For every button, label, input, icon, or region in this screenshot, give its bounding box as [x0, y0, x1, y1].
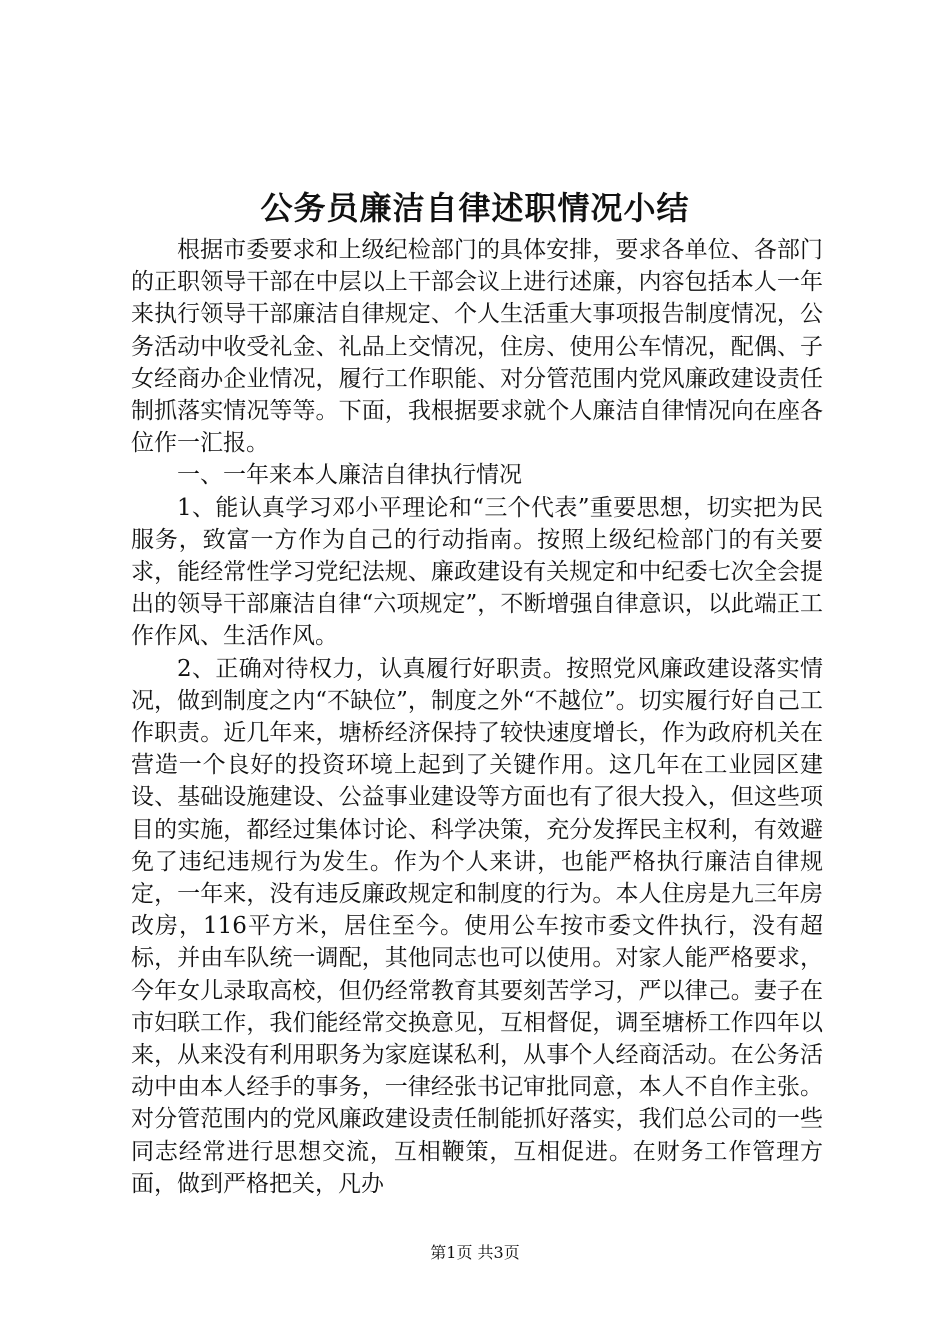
document-title: 公务员廉洁自律述职情况小结 [260, 189, 690, 227]
paragraph-item-1: 1、能认真学习邓小平理论和“三个代表”重要思想，切实把为民服务，致富一方作为自己的行动指南。按照上级纪检部门的有关要求，能经常性学习党纪法规、廉政建设有关规定和中纪委七次全会提出的领导干部廉洁自律“六项规定”，不断增强自律意识，以此端正工作作风、生活作风。 [131, 494, 823, 650]
section-heading: 一、一年来本人廉洁自律执行情况 [177, 462, 522, 489]
document-body [131, 234, 823, 1200]
page-footer: 第1页 共3页 [430, 1243, 520, 1262]
paragraph-item-2: 2、正确对待权力，认真履行好职责。按照党风廉政建设落实情况，做到制度之内“不缺位”，制度之外“不越位”。切实履行好自己工作职责。近几年来，塘桥经济保持了较快速度增长，作为政府机关在营造一个良好的投资环境上起到了关键作用。这几年在工业园区建设、基础设施建设、公益事业建设等方面也有了很大投入，但这些项目的实施，都经过集体讨论、科学决策，充分发挥民主权利，有效避免了违纪违规行为发生。作为个人来讲，也能严格执行廉洁自律规定，一年来，没有违反廉政规定和制度的行为。本人住房是九三年房改房，116平方米，居住至今。使用公车按市委文件执行，没有超标，并由车队统一调配，其他同志也可以使用。对家人能严格要求，今年女儿录取高校，但仍经常教育其要刻苦学习，严以律己。妻子在市妇联工作，我们能经常交换意见，互相督促，调至塘桥工作四年以来，从来没有利用职务为家庭谋私利，从事个人经商活动。在公务活动中由本人经手的事务，一律经张书记审批同意，本人不自作主张。对分管范围内的党风廉政建设责任制能抓好落实，我们总公司的一些同志经常进行思想交流，互相鞭策，互相促进。在财务工作管理方面，做到严格把关，凡办 [131, 655, 823, 1197]
paragraph-intro: 根据市委要求和上级纪检部门的具体安排，要求各单位、各部门的正职领导干部在中层以上干部会议上进行述廉，内容包括本人一年来执行领导干部廉洁自律规定、个人生活重大事项报告制度情况，公务活动中收受礼金、礼品上交情况，住房、使用公车情况，配偶、子女经商办企业情况，履行工作职能、对分管范围内党风廉政建设责任制抓落实情况等等。下面，我根据要求就个人廉洁自律情况向在座各位作一汇报。 [131, 237, 823, 457]
